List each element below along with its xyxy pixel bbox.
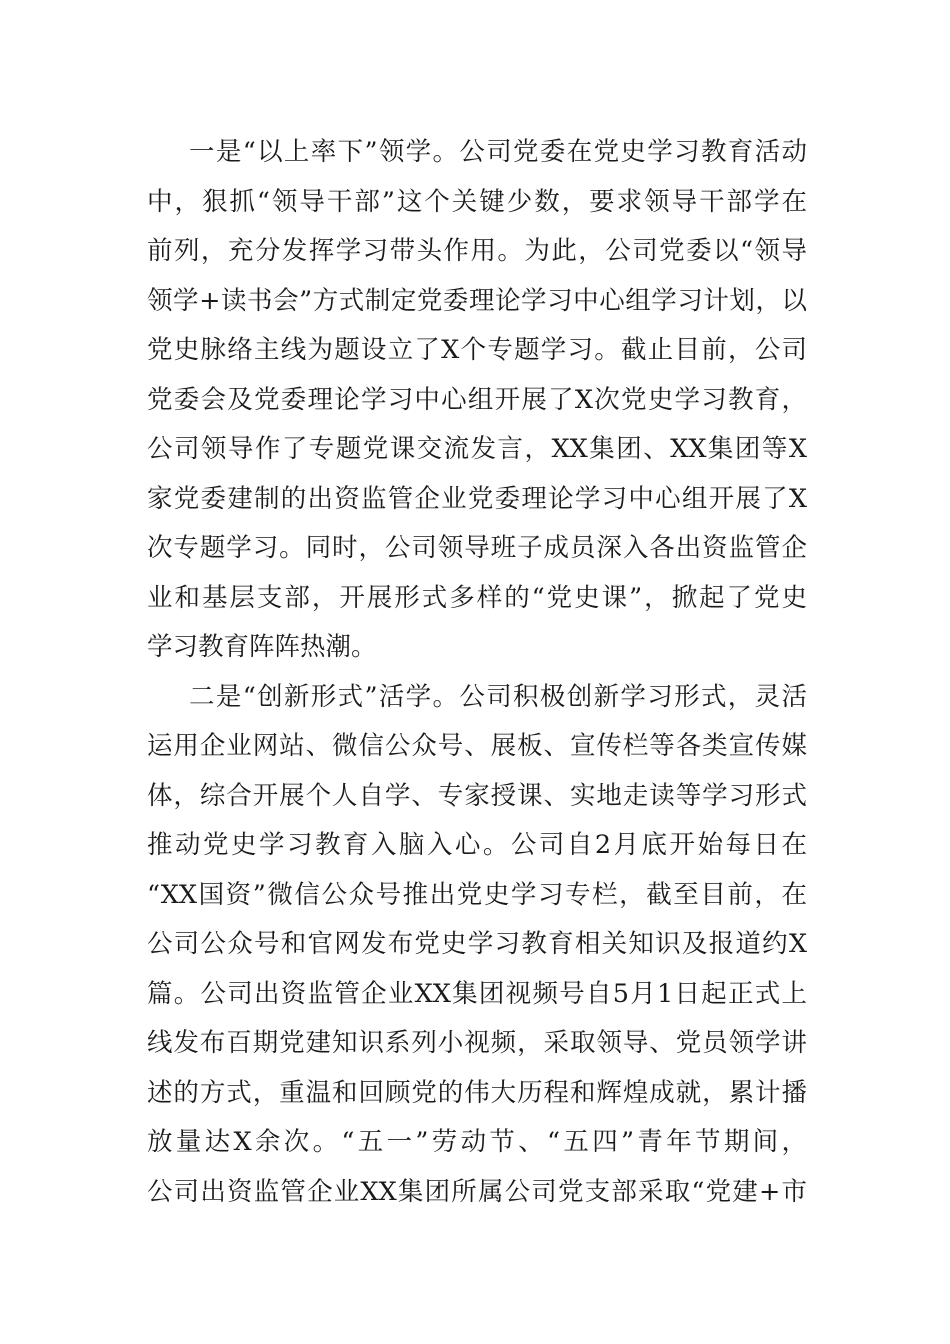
paragraph-1-line-6: 党委会及党委理论学习中心组开展了X次党史学习教育， bbox=[147, 385, 807, 415]
paragraph-1-line-11: 学习教育阵阵热潮。 bbox=[147, 632, 377, 662]
paragraph-1-line-10: 业和基层支部，开展形式多样的“党史课”，掀起了党史 bbox=[147, 583, 807, 613]
paragraph-1-line-2: 中，狠抓“领导干部”这个关键少数，要求领导干部学在 bbox=[147, 187, 807, 217]
paragraph-1-line-4: 领学+读书会”方式制定党委理论学习中心组学习计划，以 bbox=[147, 286, 807, 316]
paragraph-1-line-3: 前列，充分发挥学习带头作用。为此，公司党委以“领导 bbox=[147, 236, 807, 266]
paragraph-1-line-8: 家党委建制的出资监管企业党委理论学习中心组开展了X bbox=[147, 484, 807, 514]
paragraph-2-line-6: 公司公众号和官网发布党史学习教育相关知识及报道约X bbox=[147, 929, 807, 959]
paragraph-2-line-4: 推动党史学习教育入脑入心。公司自2月底开始每日在 bbox=[147, 830, 807, 860]
paragraph-2-line-5: “XX国资”微信公众号推出党史学习专栏，截至目前，在 bbox=[147, 880, 807, 910]
paragraph-2-line-7: 篇。公司出资监管企业XX集团视频号自5月1日起正式上 bbox=[147, 979, 807, 1009]
paragraph-2-line-9: 述的方式，重温和回顾党的伟大历程和辉煌成就，累计播 bbox=[147, 1078, 807, 1108]
paragraph-1-line-9: 次专题学习。同时，公司领导班子成员深入各出资监管企 bbox=[147, 533, 807, 563]
paragraph-2-line-1: 二是“创新形式”活学。公司积极创新学习形式，灵活 bbox=[189, 682, 807, 712]
paragraph-2-line-8: 线发布百期党建知识系列小视频，采取领导、党员领学讲 bbox=[147, 1028, 807, 1058]
paragraph-2-line-10: 放量达X余次。“五一”劳动节、“五四”青年节期间， bbox=[147, 1127, 807, 1157]
paragraph-2-line-11: 公司出资监管企业XX集团所属公司党支部采取“党建+市 bbox=[147, 1177, 807, 1207]
paragraph-1-line-7: 公司领导作了专题党课交流发言，XX集团、XX集团等X bbox=[147, 434, 807, 464]
paragraph-1-line-5: 党史脉络主线为题设立了X个专题学习。截止目前，公司 bbox=[147, 335, 807, 365]
paragraph-2-line-3: 体，综合开展个人自学、专家授课、实地走读等学习形式 bbox=[147, 781, 807, 811]
paragraph-2-line-2: 运用企业网站、微信公众号、展板、宣传栏等各类宣传媒 bbox=[147, 731, 807, 761]
paragraph-1-line-1: 一是“以上率下”领学。公司党委在党史学习教育活动 bbox=[189, 137, 807, 167]
